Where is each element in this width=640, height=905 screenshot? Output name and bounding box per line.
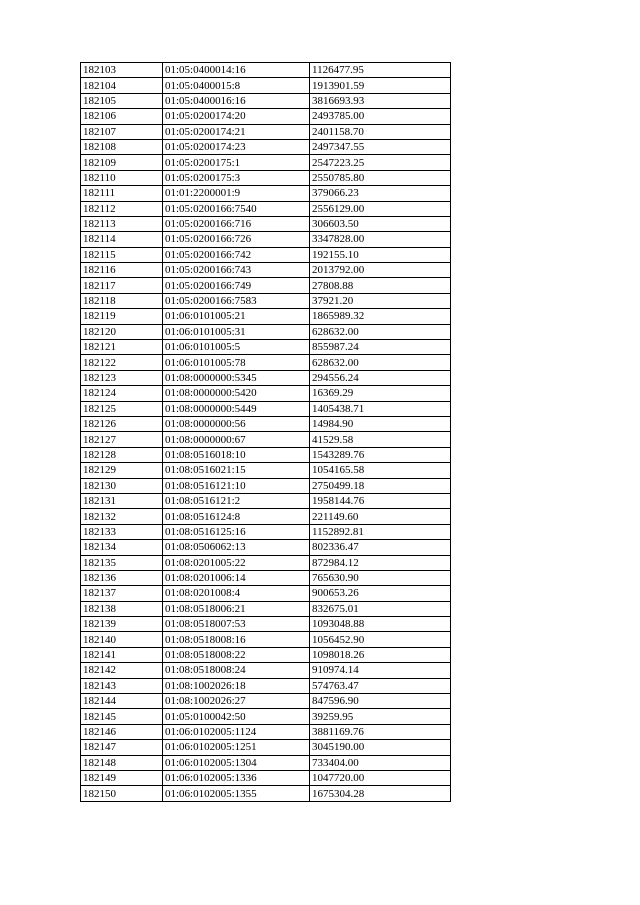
value-cell: 1098018.26 xyxy=(310,647,451,662)
value-cell: 3347828.00 xyxy=(310,232,451,247)
value-cell: 3881169.76 xyxy=(310,724,451,739)
cadastral-number-cell: 01:08:0518007:53 xyxy=(163,617,310,632)
table-row xyxy=(81,709,451,724)
row-number-cell: 182107 xyxy=(81,124,163,139)
table-row xyxy=(81,770,451,785)
cadastral-number-cell: 01:08:0000000:5449 xyxy=(163,401,310,416)
value-cell: 2013792.00 xyxy=(310,263,451,278)
row-number-cell: 182121 xyxy=(81,340,163,355)
value-cell: 1093048.88 xyxy=(310,617,451,632)
row-number-cell: 182145 xyxy=(81,709,163,724)
value-cell: 628632.00 xyxy=(310,324,451,339)
cadastral-number-cell: 01:05:0200174:20 xyxy=(163,109,310,124)
row-number-cell: 182139 xyxy=(81,617,163,632)
row-number-cell: 182147 xyxy=(81,740,163,755)
table-row xyxy=(81,601,451,616)
table-row xyxy=(81,63,451,78)
table-row xyxy=(81,663,451,678)
value-cell: 2550785.80 xyxy=(310,170,451,185)
value-cell: 306603.50 xyxy=(310,216,451,231)
cadastral-number-cell: 01:08:0518008:24 xyxy=(163,663,310,678)
cadastral-number-cell: 01:08:0518006:21 xyxy=(163,601,310,616)
row-number-cell: 182131 xyxy=(81,493,163,508)
value-cell: 16369.29 xyxy=(310,386,451,401)
cadastral-number-cell: 01:05:0200175:1 xyxy=(163,155,310,170)
row-number-cell: 182110 xyxy=(81,170,163,185)
table-row xyxy=(81,370,451,385)
row-number-cell: 182123 xyxy=(81,370,163,385)
cadastral-number-cell: 01:06:0101005:78 xyxy=(163,355,310,370)
row-number-cell: 182127 xyxy=(81,432,163,447)
value-cell: 2497347.55 xyxy=(310,139,451,154)
cadastral-number-cell: 01:06:0102005:1355 xyxy=(163,786,310,801)
cadastral-number-cell: 01:08:0000000:56 xyxy=(163,416,310,431)
value-cell: 294556.24 xyxy=(310,370,451,385)
row-number-cell: 182113 xyxy=(81,216,163,231)
table-row xyxy=(81,524,451,539)
value-cell: 379066.23 xyxy=(310,186,451,201)
value-cell: 910974.14 xyxy=(310,663,451,678)
cadastral-number-cell: 01:08:0506062:13 xyxy=(163,540,310,555)
table-row xyxy=(81,432,451,447)
value-cell: 1047720.00 xyxy=(310,770,451,785)
value-cell: 2493785.00 xyxy=(310,109,451,124)
table-row xyxy=(81,340,451,355)
row-number-cell: 182115 xyxy=(81,247,163,262)
row-number-cell: 182111 xyxy=(81,186,163,201)
table-row xyxy=(81,416,451,431)
table-row xyxy=(81,463,451,478)
table-row xyxy=(81,216,451,231)
row-number-cell: 182126 xyxy=(81,416,163,431)
cadastral-number-cell: 01:08:1002026:18 xyxy=(163,678,310,693)
row-number-cell: 182146 xyxy=(81,724,163,739)
row-number-cell: 182132 xyxy=(81,509,163,524)
cadastral-number-cell: 01:08:0000000:5345 xyxy=(163,370,310,385)
row-number-cell: 182130 xyxy=(81,478,163,493)
row-number-cell: 182120 xyxy=(81,324,163,339)
table-row xyxy=(81,570,451,585)
table-row xyxy=(81,740,451,755)
cadastral-number-cell: 01:08:0518008:16 xyxy=(163,632,310,647)
row-number-cell: 182143 xyxy=(81,678,163,693)
value-cell: 1865989.32 xyxy=(310,309,451,324)
cadastral-number-cell: 01:08:0516124:8 xyxy=(163,509,310,524)
table-row xyxy=(81,755,451,770)
row-number-cell: 182133 xyxy=(81,524,163,539)
table-row xyxy=(81,401,451,416)
cadastral-number-cell: 01:08:0201008:4 xyxy=(163,586,310,601)
value-cell: 2750499.18 xyxy=(310,478,451,493)
cadastral-number-cell: 01:01:2200001:9 xyxy=(163,186,310,201)
cadastral-number-cell: 01:08:0000000:5420 xyxy=(163,386,310,401)
cadastral-number-cell: 01:06:0101005:5 xyxy=(163,340,310,355)
table-row xyxy=(81,263,451,278)
table-row xyxy=(81,293,451,308)
cadastral-number-cell: 01:05:0200174:23 xyxy=(163,139,310,154)
cadastral-number-cell: 01:05:0200166:7583 xyxy=(163,293,310,308)
row-number-cell: 182128 xyxy=(81,447,163,462)
value-cell: 802336.47 xyxy=(310,540,451,555)
row-number-cell: 182125 xyxy=(81,401,163,416)
row-number-cell: 182109 xyxy=(81,155,163,170)
value-cell: 39259.95 xyxy=(310,709,451,724)
row-number-cell: 182112 xyxy=(81,201,163,216)
row-number-cell: 182117 xyxy=(81,278,163,293)
table-row xyxy=(81,155,451,170)
table-row xyxy=(81,78,451,93)
cadastral-number-cell: 01:05:0200166:749 xyxy=(163,278,310,293)
value-cell: 1056452.90 xyxy=(310,632,451,647)
table-row xyxy=(81,447,451,462)
table-row xyxy=(81,493,451,508)
cadastral-number-cell: 01:05:0200166:743 xyxy=(163,263,310,278)
cadastral-number-cell: 01:08:0516125:16 xyxy=(163,524,310,539)
cadastral-number-cell: 01:05:0400014:16 xyxy=(163,63,310,78)
cadastral-number-cell: 01:05:0200166:716 xyxy=(163,216,310,231)
row-number-cell: 182106 xyxy=(81,109,163,124)
row-number-cell: 182103 xyxy=(81,63,163,78)
table-row xyxy=(81,170,451,185)
row-number-cell: 182144 xyxy=(81,694,163,709)
value-cell: 27808.88 xyxy=(310,278,451,293)
table-row xyxy=(81,786,451,801)
value-cell: 765630.90 xyxy=(310,570,451,585)
value-cell: 733404.00 xyxy=(310,755,451,770)
table-row xyxy=(81,232,451,247)
value-cell: 41529.58 xyxy=(310,432,451,447)
cadastral-number-cell: 01:06:0102005:1336 xyxy=(163,770,310,785)
cadastral-number-cell: 01:05:0400016:16 xyxy=(163,93,310,108)
value-cell: 872984.12 xyxy=(310,555,451,570)
row-number-cell: 182135 xyxy=(81,555,163,570)
table-row xyxy=(81,201,451,216)
cadastral-number-cell: 01:08:0000000:67 xyxy=(163,432,310,447)
value-cell: 221149.60 xyxy=(310,509,451,524)
cadastral-number-cell: 01:05:0200175:3 xyxy=(163,170,310,185)
value-cell: 900653.26 xyxy=(310,586,451,601)
table-row xyxy=(81,109,451,124)
cadastral-number-cell: 01:05:0200166:7540 xyxy=(163,201,310,216)
cadastral-number-cell: 01:08:0518008:22 xyxy=(163,647,310,662)
cadastral-number-cell: 01:06:0102005:1124 xyxy=(163,724,310,739)
row-number-cell: 182142 xyxy=(81,663,163,678)
value-cell: 37921.20 xyxy=(310,293,451,308)
value-cell: 855987.24 xyxy=(310,340,451,355)
value-cell: 1913901.59 xyxy=(310,78,451,93)
row-number-cell: 182136 xyxy=(81,570,163,585)
cadastral-number-cell: 01:08:0516121:10 xyxy=(163,478,310,493)
value-cell: 1958144.76 xyxy=(310,493,451,508)
value-cell: 1675304.28 xyxy=(310,786,451,801)
value-cell: 2556129.00 xyxy=(310,201,451,216)
table-row xyxy=(81,586,451,601)
table-row xyxy=(81,632,451,647)
row-number-cell: 182137 xyxy=(81,586,163,601)
value-cell: 3816693.93 xyxy=(310,93,451,108)
row-number-cell: 182122 xyxy=(81,355,163,370)
row-number-cell: 182108 xyxy=(81,139,163,154)
table-row xyxy=(81,555,451,570)
table-row xyxy=(81,617,451,632)
cadastral-number-cell: 01:05:0200166:742 xyxy=(163,247,310,262)
value-cell: 14984.90 xyxy=(310,416,451,431)
value-cell: 2547223.25 xyxy=(310,155,451,170)
cadastral-number-cell: 01:08:0201005:22 xyxy=(163,555,310,570)
table-row xyxy=(81,724,451,739)
table-row xyxy=(81,386,451,401)
value-cell: 192155.10 xyxy=(310,247,451,262)
table-row xyxy=(81,478,451,493)
cadastral-number-cell: 01:05:0200166:726 xyxy=(163,232,310,247)
table-row xyxy=(81,355,451,370)
table-row xyxy=(81,694,451,709)
cadastral-number-cell: 01:05:0100042:50 xyxy=(163,709,310,724)
value-cell: 1405438.71 xyxy=(310,401,451,416)
cadastral-number-cell: 01:08:0516121:2 xyxy=(163,493,310,508)
row-number-cell: 182129 xyxy=(81,463,163,478)
cadastral-number-cell: 01:08:0516021:15 xyxy=(163,463,310,478)
table-row xyxy=(81,93,451,108)
table-row xyxy=(81,278,451,293)
cadastral-number-cell: 01:06:0102005:1251 xyxy=(163,740,310,755)
value-cell: 832675.01 xyxy=(310,601,451,616)
table-row xyxy=(81,647,451,662)
value-cell: 1126477.95 xyxy=(310,63,451,78)
row-number-cell: 182150 xyxy=(81,786,163,801)
row-number-cell: 182105 xyxy=(81,93,163,108)
cadastral-number-cell: 01:08:0516018:10 xyxy=(163,447,310,462)
table-row xyxy=(81,509,451,524)
cadastral-number-cell: 01:06:0101005:21 xyxy=(163,309,310,324)
row-number-cell: 182124 xyxy=(81,386,163,401)
value-cell: 2401158.70 xyxy=(310,124,451,139)
cadastral-number-cell: 01:05:0400015:8 xyxy=(163,78,310,93)
data-table xyxy=(80,62,451,802)
cadastral-number-cell: 01:06:0102005:1304 xyxy=(163,755,310,770)
cadastral-number-cell: 01:08:1002026:27 xyxy=(163,694,310,709)
cadastral-number-cell: 01:05:0200174:21 xyxy=(163,124,310,139)
table-row xyxy=(81,139,451,154)
row-number-cell: 182141 xyxy=(81,647,163,662)
row-number-cell: 182114 xyxy=(81,232,163,247)
row-number-cell: 182148 xyxy=(81,755,163,770)
table-row xyxy=(81,124,451,139)
row-number-cell: 182104 xyxy=(81,78,163,93)
value-cell: 1543289.76 xyxy=(310,447,451,462)
value-cell: 1152892.81 xyxy=(310,524,451,539)
row-number-cell: 182134 xyxy=(81,540,163,555)
row-number-cell: 182116 xyxy=(81,263,163,278)
row-number-cell: 182149 xyxy=(81,770,163,785)
table-body xyxy=(81,63,451,802)
row-number-cell: 182119 xyxy=(81,309,163,324)
table-row xyxy=(81,540,451,555)
value-cell: 574763.47 xyxy=(310,678,451,693)
value-cell: 3045190.00 xyxy=(310,740,451,755)
cadastral-number-cell: 01:08:0201006:14 xyxy=(163,570,310,585)
value-cell: 628632.00 xyxy=(310,355,451,370)
row-number-cell: 182118 xyxy=(81,293,163,308)
table-row xyxy=(81,186,451,201)
value-cell: 1054165.58 xyxy=(310,463,451,478)
value-cell: 847596.90 xyxy=(310,694,451,709)
row-number-cell: 182138 xyxy=(81,601,163,616)
row-number-cell: 182140 xyxy=(81,632,163,647)
table-row xyxy=(81,678,451,693)
cadastral-number-cell: 01:06:0101005:31 xyxy=(163,324,310,339)
table-row xyxy=(81,309,451,324)
table-row xyxy=(81,324,451,339)
table-row xyxy=(81,247,451,262)
